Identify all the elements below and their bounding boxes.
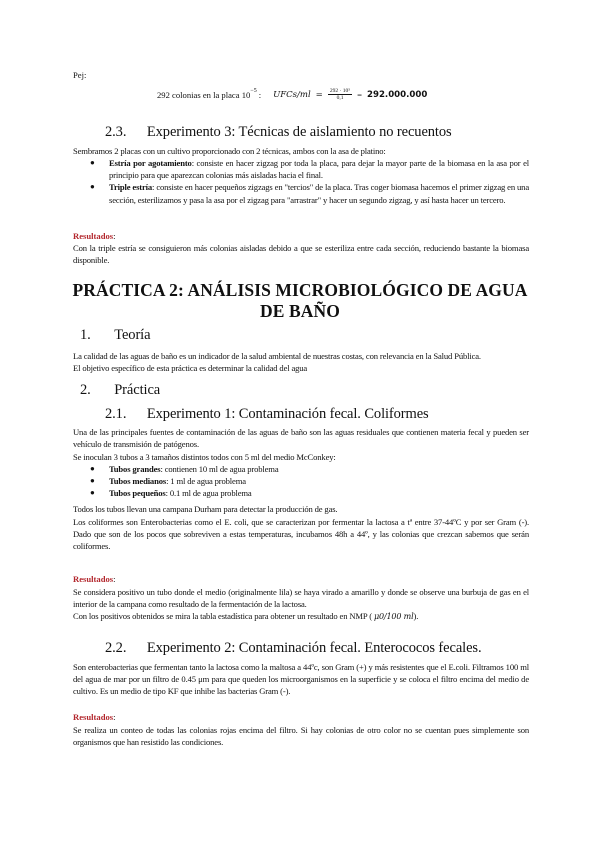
paragraph: Todos los tubos llevan una campana Durham para detectar la producción de gas.	[73, 504, 338, 514]
list-item-text: : consiste en hacer pequeños zigzags en "tercios" de la placa. Tras coger biomasa hacemos el primer zigzag en una sección, esterilizamos y pasa la asa por el zigzag para "arrastrar" y hacer un segundo zigzag, y así hasta hacer un tercero.	[109, 182, 529, 205]
fraction-denominator: 0,1	[336, 95, 344, 101]
section-title: Experimento 1: Contaminación fecal. Coliformes	[146, 406, 429, 422]
list-item	[73, 181, 529, 205]
list-item-text: : consiste en hacer zigzag por toda la placa, para dejar la mayor parte de la biomasa en la asa por el principio para que aparezcan colonias más aisladas hacia el final.	[109, 158, 529, 181]
unit-formula: μ0/100 ml	[373, 612, 414, 621]
section-number: 2.1.	[105, 406, 127, 422]
practice-title: PRÁCTICA 2: ANÁLISIS MICROBIOLÓGICO DE AGUA DE BAÑO	[72, 280, 528, 321]
section-heading-1	[80, 327, 150, 343]
paragraph-text: Con los positivos obtenidos se mira la tabla estadística para obtener un resultado en NMP (	[73, 611, 372, 621]
paragraph: Se inoculan 3 tubos a 3 tamaños distintos todos con 5 ml del medio McConkey:	[73, 452, 336, 462]
formula-text: 292 colonias en la placa 10	[157, 89, 251, 100]
list-item-term: Estría por agotamiento	[109, 158, 192, 168]
section-number: 2.3.	[105, 124, 127, 140]
list-item	[73, 487, 529, 499]
section-number: 2.2.	[105, 640, 127, 656]
paragraph: Los coliformes son Enterobacterias como el E. coli, que se caracterizan por fermentar la lactosa a tª entre 37-44ºC y por ser Gram (-). Dado que son de los pocos que sobreviven a estas temperaturas, incubamos 48h a 44º, y las colonias que crezcan sabemos que serán coliformes.	[73, 517, 529, 552]
results-colon: :	[113, 712, 116, 722]
formula-lhs: UFCs/ml	[273, 89, 311, 100]
tube-list	[73, 463, 529, 500]
paragraph: Sembramos 2 placas con un cultivo proporcionado con 2 técnicas, ambos con la asa de platino:	[73, 146, 386, 156]
list-item-term: Tubos medianos	[109, 476, 167, 487]
section-title: Práctica	[114, 382, 161, 398]
section-heading-2-3	[105, 124, 452, 140]
list-item	[73, 157, 529, 181]
bullet-icon: ●	[90, 158, 95, 167]
section-heading-2-2	[105, 640, 482, 656]
section-number: 2.	[80, 382, 91, 398]
formula-result: 292.000.000	[366, 89, 428, 100]
formula-exponent: −5	[250, 87, 257, 94]
technique-list	[73, 157, 529, 206]
paragraph: Una de las principales fuentes de contaminación de las aguas de baño son las aguas residuales que contienen materia fecal y pueden ser vehículo de transmisión de patógenos.	[73, 427, 529, 450]
fraction-numerator: 292 · 10⁵	[329, 88, 351, 94]
formula-line	[157, 88, 427, 101]
results-label	[73, 573, 116, 585]
list-item-text: : 0.1 ml de agua problema	[165, 488, 252, 499]
results-label-text: Resultados	[73, 574, 114, 584]
paragraph: Se considera positivo un tubo donde el medio (originalmente lila) se haya virado a amarillo y donde se observe una burbuja de gas en el interior de la campana como resultado de la fermentación de la lactosa.	[73, 587, 529, 610]
bullet-icon: ●	[90, 476, 95, 486]
bullet-icon: ●	[90, 488, 95, 498]
formula-eq2: =	[357, 89, 362, 100]
results-colon: :	[113, 231, 116, 241]
results-label-text: Resultados	[73, 712, 114, 722]
section-title: Experimento 2: Contaminación fecal. Enterococos fecales.	[146, 640, 482, 656]
paragraph	[73, 610, 529, 623]
list-item	[73, 475, 529, 487]
list-item-term: Triple estría	[109, 182, 153, 193]
section-heading-2-1	[105, 406, 429, 422]
paragraph: La calidad de las aguas de baño es un indicador de la salud ambiental de nuestras costas, con relevancia en la Salud Pública.	[73, 351, 481, 361]
results-colon: :	[113, 574, 116, 584]
results-label	[73, 230, 116, 242]
list-item-term: Tubos grandes	[109, 464, 161, 474]
paragraph: El objetivo específico de esta práctica es determinar la calidad del agua	[73, 363, 308, 373]
list-item-text: : contienen 10 ml de agua problema	[160, 464, 279, 474]
list-item	[73, 463, 529, 475]
bullet-icon: ●	[90, 182, 95, 192]
results-label-text: Resultados	[73, 231, 114, 241]
bullet-icon: ●	[90, 464, 95, 473]
formula-eq1: =	[315, 89, 323, 100]
formula-fraction	[328, 88, 352, 101]
results-label	[73, 711, 116, 723]
formula-sep: :	[258, 89, 262, 100]
paragraph-end: ).	[413, 611, 419, 621]
section-number: 1.	[80, 327, 91, 343]
example-label: Pej:	[73, 70, 87, 80]
section-heading-2	[80, 382, 160, 398]
list-item-text: : 1 ml de agua problema	[166, 476, 246, 487]
section-title: Experimento 3: Técnicas de aislamiento no recuentos	[146, 124, 452, 140]
section-title: Teoría	[114, 327, 151, 343]
list-item-term: Tubos pequeños	[109, 488, 166, 499]
paragraph: Con la triple estría se consiguieron más colonias aisladas debido a que se esteriliza entre cada sección, reduciendo bastante la biomasa disponible.	[73, 243, 529, 266]
paragraph: Se realiza un conteo de todas las colonias rojas encima del filtro. Si hay colonias de otro color no se cuentan pues simplemente son organismos que han resistido las condiciones.	[73, 725, 529, 748]
paragraph: Son enterobacterias que fermentan tanto la lactosa como la maltosa a 44ºc, son Gram (+) y más resistentes que el E.coli. Filtramos 100 ml del agua de mar por un filtro de 0.45 μm para que queden los microorganismos en la superficie y se coloca el filtro encima del medio de cultivo. Es un medio de tipo KF que inhibe las bacterias Gram (-).	[73, 662, 529, 697]
